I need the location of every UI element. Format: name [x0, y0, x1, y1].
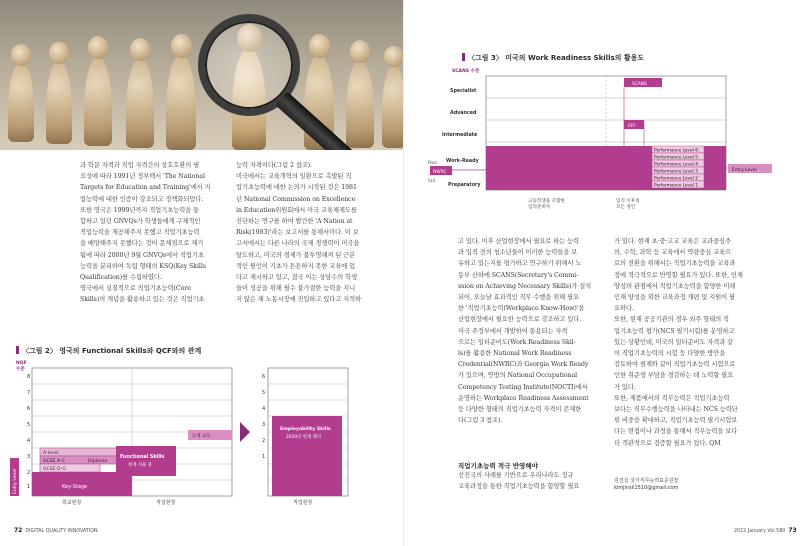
figure-3-title: 〈그림 3〉 미국의 Work Readiness Skills의 활용도	[462, 53, 644, 63]
level-label: 6	[262, 374, 266, 380]
level-label: 7	[27, 390, 31, 396]
magnifier-photo	[0, 0, 404, 150]
a-level-label: A-level	[43, 451, 59, 456]
level-label: 1	[27, 484, 31, 490]
y-label: Work-Ready	[446, 159, 479, 164]
level-label: 4	[27, 438, 31, 444]
figure-3-chart	[428, 64, 798, 214]
footer-left: 72 DIGITAL QUALITY INNOVATION	[14, 527, 98, 534]
level-label: 1	[262, 454, 266, 460]
gcse-dg-label: GCSE D-G	[43, 467, 66, 472]
performance-level-label: Performance Level 1	[654, 183, 699, 189]
section-subhead: 직업기초능력 적극 반영해야	[458, 462, 538, 470]
body-text-col4: 가 있다. 현재 초·중·고교 교육은 교과중심주 의, 수학, 과학 등 교육에서 역량중심 교육으 로의 전환을 위해서는 직업기초능력을 교육과 정에 적극적으로 반영할 필요가 있다. 또한, 인재 양성의 관점에서 직업기초능력을 함양한 미래 인재 양성을 위한 교육과정 개편 및 지원이 필 요하다. 또한, 현재 공공기관의 경우 외주 형태의 직 업기초능력 평가(NCS 필기시험)를 운영하고 있는 상황인데, 미국의 일터준비도 자격과 같 이 직업기초능력의 시험 등 다양한 방안을 검토하여 현재와 같이 직업기초능력 시험으로 인한 취준생 부담을 경감하는 데 노력할 필요 가 있다. 또한, 제품에서의 직무능력은 직업기초능력 보다는 직무수행능력을 나타내는 NCS 능력단 위 비중을 확대하고, 직업기초능력 필기시험보 다는 면접이나 과정을 통해서 직무능력을 보다 더 객관적으로 검증할 필요가 있다. QM	[614, 238, 743, 447]
y-label: Advanced	[450, 111, 477, 116]
body-text-col1: 과 학문 자격과 직업 자격간의 상호호환의 필 요성에 따라 1991년 정부백서 'The National Targets for Education and Training'에서 지 업능력에 대한 인증이 강조되고 정책화되었다. 또한 영국은 1999년까지 직업기초능력을 통 합하고 있던 GNVQs가 학생들에게 구체적인 직업능력을 제공해주지 못했고 직업기초능력 을 배양해주지 못했다는 것이 문제점으로 제기 됨에 따라 2000년 9월 GNVQs에서 직업기초 능력을 분리하여 독립 형태의 KSQ(Key Skills Qualification)를 수립하였다. 영국에서 실질적으로 직업기초능력(Core Skills)의 개념을 활용하고 있는 것은 직업기초	[80, 162, 211, 304]
pass-label: Pass	[428, 160, 438, 165]
author-block	[614, 478, 678, 492]
x-label-work-2: 직업현장	[293, 500, 313, 506]
fail-label: Fail	[428, 178, 435, 183]
level-label: 3	[27, 454, 31, 460]
author-name: 김진실 국가직무능력표준원장	[614, 478, 679, 484]
level-label: 2	[262, 438, 266, 444]
right-page	[404, 0, 808, 546]
employability-sub: 2020년 현재 폐지	[286, 435, 322, 440]
y-label: Preparatory	[448, 183, 481, 188]
gcse-ac-label: GCSE A-C	[43, 459, 65, 464]
svg-text:NQF수준: NQF 수준	[16, 361, 27, 372]
x-label-work: 직업현장	[156, 500, 176, 506]
body-text-col2: 능력 자격이다(그림 2 참조). 미국에서는 교육개혁의 일환으로 촉발된 직 업기초능력에 대한 논의가 시작된 것은 1981 년 National Commission on Excellence in Education위원회에서 미국 교육체제도를 진단하는 연구를 하여 발간한 'A Nation at Risk(1983)'라는 보고서를 통해서이다. 이 보 고서에서는 다른 나라의 국제 경쟁력이 미국을 앞도하고, 미국의 경제가 불투명해져 된 근본 적인 원인이 기초가 튼튼하지 못한 교육에 있 다고 제시하고 있고, 결국 이는 상당수의 학생 들이 성공을 위해 필수 불가결한 능력을 지니 지 않은 채 노동시장에 진입하고 있다고 지적하	[236, 162, 362, 304]
nqf-label: NQF	[16, 361, 27, 366]
level-label: 2	[27, 470, 31, 476]
performance-level-label: Performance Level 3	[654, 169, 699, 175]
entry-level-label-3: Entry Level	[732, 168, 757, 173]
key-stage-label: Key-Stage	[62, 484, 88, 490]
performance-level-label: Performance Level 4	[654, 162, 699, 168]
body-text-col3: 고 있다. 이후 산업현장에서 필요로 하는 능력 과 입직 전의 청소년들이 이러한 능력들을 보 유하고 있는지를 평가하고 연구하기 위해서 노 동부 산하에 SCANS(Secretary's Commi- ssion on Achieving Necessary Skills)가 설치 되어, 오늘날 효과적인 직무 수행을 위해 필요 한 '직업기초능력(Workplace Know-How)'을 산업현장에서 필요한 능력으로 강조하고 있다. 미국 주정부에서 개발하여 통용되는 자격 으로는 일터준비도(Work Readiness Skil- ls)를 활용한 National Work Readiness Credential(NWRC)과 Georgia Work Ready 가 있으며, 연방의 National Occupational Competency Testing Institute(NOCTI)에서 운영하는 Workplace Readiness Assessment 등 다양한 형태의 직업기초능력 자격이 존재한 다(그림 3 참조).	[458, 238, 592, 425]
diploma-label: Diploma	[88, 459, 108, 464]
x-label-school: 학교현장	[62, 500, 82, 506]
nwrc-label: NWRC	[433, 170, 447, 175]
performance-level-label: Performance Level 2	[654, 176, 699, 182]
functional-skills-sub: 현재 사용 중	[128, 463, 152, 468]
scans-level-label: SCANS 수준	[452, 69, 480, 74]
y-label: Specialist	[450, 89, 477, 94]
level-label: 3	[262, 422, 266, 428]
eff-label: EFF	[628, 124, 636, 129]
y-label: Intermediate	[442, 133, 478, 138]
level-label: 8	[27, 374, 31, 380]
entry-level-label: Entry Level	[13, 468, 18, 494]
figure-2-chart	[10, 356, 395, 506]
level-label: 4	[262, 406, 266, 412]
apprenticeship-label: 도제 교육	[192, 434, 211, 439]
performance-level-label: Performance Level 5	[654, 155, 699, 161]
performance-level-label: Performance Level 6	[654, 148, 699, 154]
scans-label: SCANS	[632, 82, 647, 87]
level-label: 6	[27, 406, 31, 412]
x-label-right: 입직 이후의 모든 성인	[616, 199, 640, 210]
functional-skills-label: Functional Skills	[120, 455, 165, 460]
level-label: 5	[262, 390, 266, 396]
level-label: 5	[27, 422, 31, 428]
body-text-col3b: 선진국의 사례를 기반으로 우리나라도 정규 교육과정을 통한 직업기초능력을 함양할 필요	[458, 472, 580, 491]
footer-right: 2022 January Vol.580 73	[734, 527, 797, 534]
figure-2-title: 〈그림 2〉 영국의 Functional Skills와 QCF와의 관계	[16, 346, 201, 356]
author-email: kimjinsil1510@gmail.com	[614, 485, 679, 491]
x-label-left: 고등학생을 포함한 입직준비자	[528, 199, 565, 210]
employability-label: Employability Skills	[280, 427, 331, 432]
